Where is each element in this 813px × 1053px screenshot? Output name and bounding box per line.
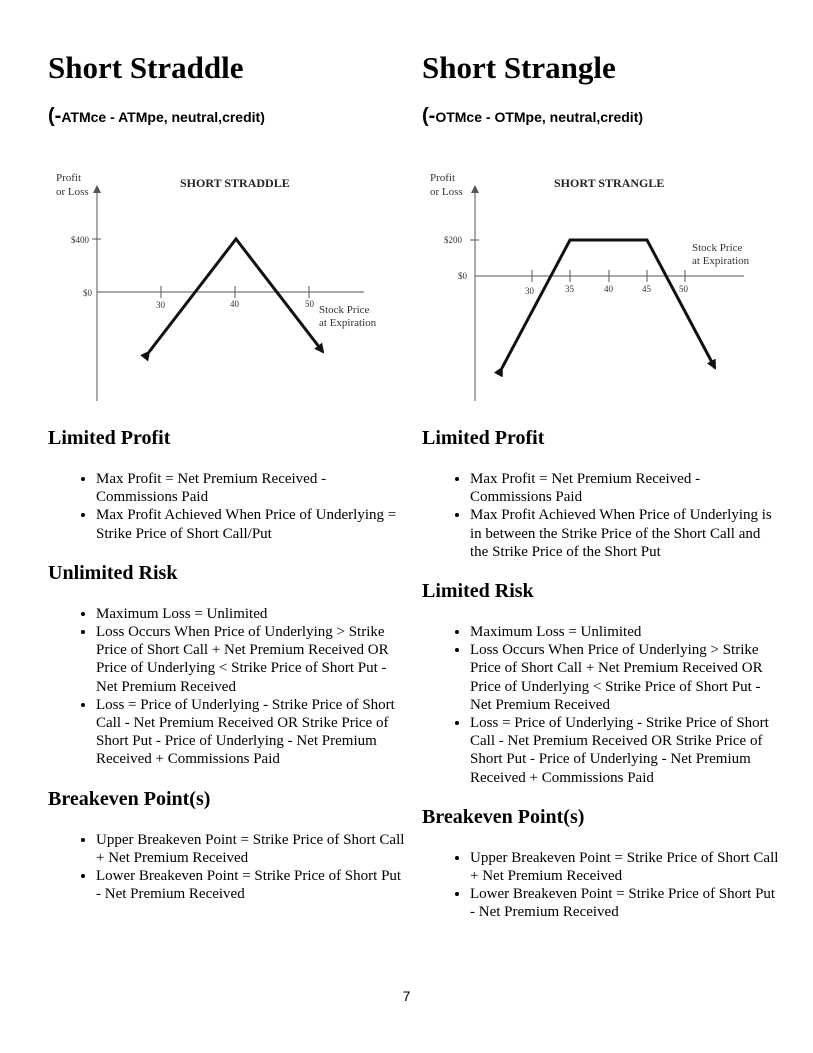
x-tick-label: 30 bbox=[156, 300, 165, 310]
x-tick-label: 50 bbox=[305, 299, 314, 309]
bullet-list bbox=[48, 470, 408, 543]
list-item: • Lower Breakeven Point = Strike Price of Short Put - Net Premium Received bbox=[470, 885, 782, 921]
x-tick-label: 35 bbox=[565, 284, 574, 294]
list-item: • Maximum Loss = Unlimited bbox=[96, 605, 408, 623]
strategy-subtitle bbox=[422, 105, 643, 128]
list-item: • Upper Breakeven Point = Strike Price of Short Call + Net Premium Received bbox=[470, 849, 782, 885]
list-item: • Loss Occurs When Price of Underlying > Strike Price of Short Call + Net Premium Received OR Price of Underlying < Strike Price of Short Put - Net Premium Received bbox=[470, 641, 782, 714]
x-tick-label: 45 bbox=[642, 284, 651, 294]
figure-title: SHORT STRADDLE bbox=[180, 176, 290, 190]
y-axis-arrow-icon bbox=[471, 185, 479, 193]
section-heading: Unlimited Risk bbox=[48, 561, 178, 584]
list-item: • Max Profit Achieved When Price of Underlying is in between the Strike Price of the Short Call and the Strike Price of the Short Put bbox=[470, 506, 782, 561]
x-tick-label: 40 bbox=[230, 299, 239, 309]
payoff-line bbox=[502, 240, 715, 368]
y-tick-label: $0 bbox=[458, 271, 467, 281]
strategy-details bbox=[48, 426, 408, 921]
section-heading: Limited Risk bbox=[422, 580, 534, 603]
list-item: • Loss = Price of Underlying - Strike Price of Short Call - Net Premium Received OR Strike Price of Short Put - Price of Underlying - Net Premium Received + Commissions Paid bbox=[470, 714, 782, 787]
bullet-list bbox=[422, 623, 782, 787]
y-axis-arrow-icon bbox=[93, 185, 101, 193]
list-item: • Max Profit = Net Premium Received - Commissions Paid bbox=[470, 470, 782, 506]
bullet-list bbox=[48, 831, 408, 904]
short-straddle-payoff-diagram bbox=[48, 165, 388, 410]
x-axis-label-line-2: at Expiration bbox=[319, 317, 377, 329]
section-heading: Breakeven Point(s) bbox=[422, 805, 585, 828]
strategy-subtitle bbox=[48, 105, 265, 128]
list-item: • Loss Occurs When Price of Underlying > Strike Price of Short Call + Net Premium Received OR Price of Underlying < Strike Price of Short Put - Net Premium Received bbox=[96, 623, 408, 696]
bullet-list bbox=[422, 849, 782, 922]
list-item: • Loss = Price of Underlying - Strike Price of Short Call - Net Premium Received OR Strike Price of Short Put - Price of Underlying - Net Premium Received + Commissions Paid bbox=[96, 696, 408, 769]
x-tick-label: 50 bbox=[679, 284, 688, 294]
x-tick-label: 30 bbox=[525, 286, 534, 296]
list-item: • Max Profit Achieved When Price of Underlying = Strike Price of Short Call/Put bbox=[96, 506, 408, 542]
section-heading: Limited Profit bbox=[48, 427, 171, 449]
list-item: • Max Profit = Net Premium Received - Commissions Paid bbox=[96, 470, 408, 506]
strategy-title: Short Strangle bbox=[422, 50, 616, 85]
y-tick-label: $0 bbox=[83, 288, 92, 298]
list-item: • Maximum Loss = Unlimited bbox=[470, 623, 782, 641]
y-axis-label-line-2: or Loss bbox=[56, 186, 89, 198]
bullet-list bbox=[48, 605, 408, 769]
y-axis-label-line-1: Profit bbox=[56, 172, 82, 184]
y-axis-label-line-1: Profit bbox=[430, 172, 456, 184]
page-number: 7 bbox=[402, 988, 411, 1004]
list-item: • Lower Breakeven Point = Strike Price of Short Put - Net Premium Received bbox=[96, 867, 408, 903]
section-heading: Limited Profit bbox=[422, 427, 545, 449]
y-tick-label: $400 bbox=[71, 235, 89, 245]
figure-title: SHORT STRANGLE bbox=[554, 176, 665, 190]
subtitle-text: ATMce - ATMpe, neutral,credit) bbox=[61, 109, 265, 125]
x-axis-label-line-1: Stock Price bbox=[692, 242, 743, 254]
section-heading: Breakeven Point(s) bbox=[48, 787, 211, 810]
x-axis-label-line-1: Stock Price bbox=[319, 304, 370, 316]
y-tick-label: $200 bbox=[444, 235, 462, 245]
x-tick-label: 40 bbox=[604, 284, 613, 294]
bullet-list bbox=[422, 470, 782, 561]
subtitle-paren: (- bbox=[422, 105, 436, 127]
strategy-title: Short Straddle bbox=[48, 50, 244, 85]
list-item: • Upper Breakeven Point = Strike Price of Short Call + Net Premium Received bbox=[96, 831, 408, 867]
subtitle-text: OTMce - OTMpe, neutral,credit) bbox=[435, 109, 644, 125]
payoff-line bbox=[149, 239, 323, 352]
strategy-details bbox=[422, 426, 782, 940]
y-axis-label-line-2: or Loss bbox=[430, 186, 463, 198]
short-strangle-payoff-diagram bbox=[422, 165, 762, 410]
subtitle-paren: (- bbox=[48, 105, 62, 127]
x-axis-label-line-2: at Expiration bbox=[692, 255, 750, 267]
